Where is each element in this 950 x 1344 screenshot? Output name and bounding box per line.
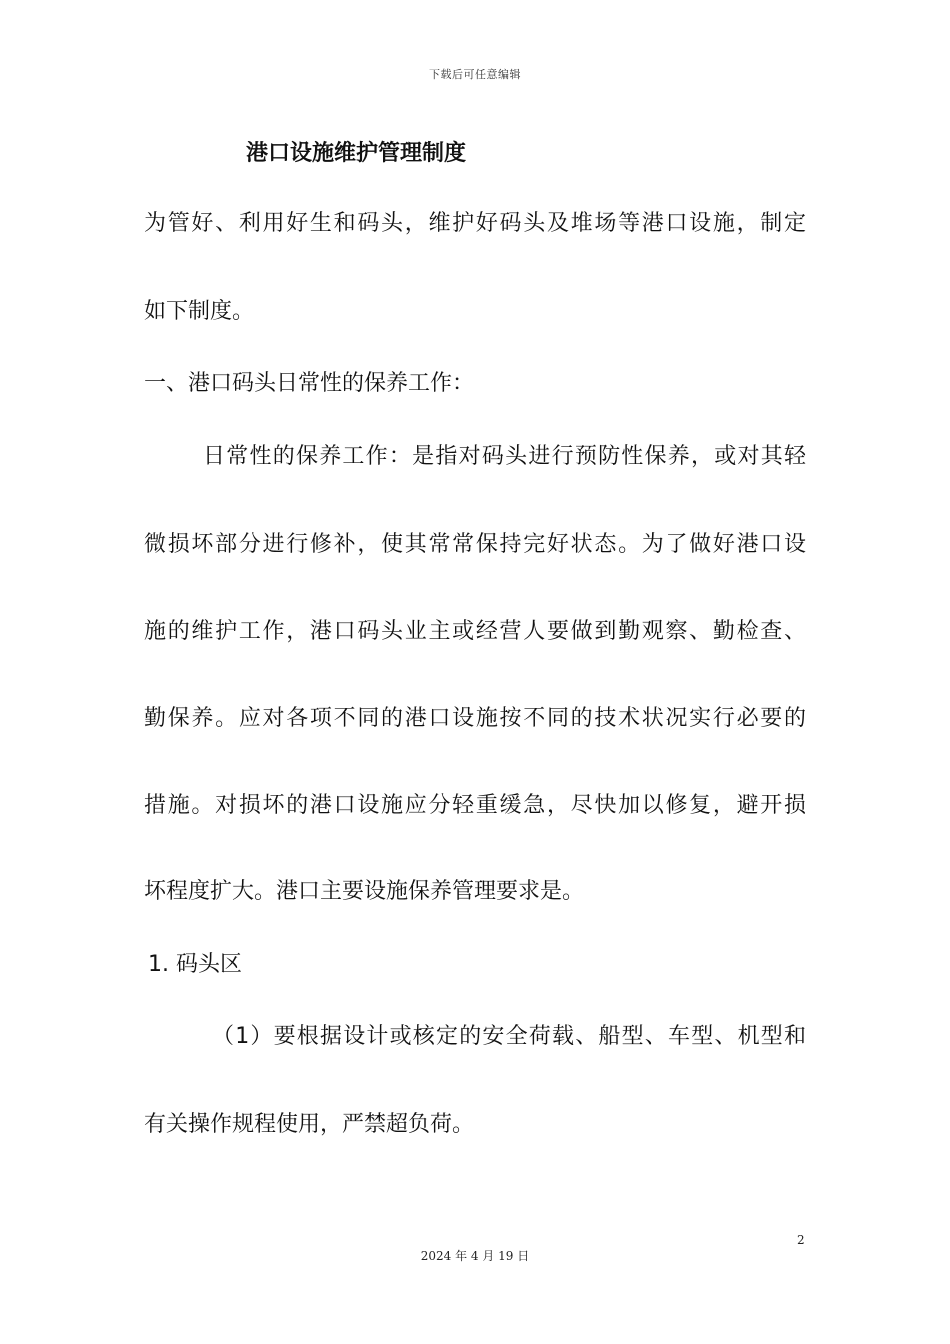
list-item-heading: 1. 码头区 bbox=[148, 952, 242, 977]
paragraph-line: 日常性的保养工作：是指对码头进行预防性保养，或对其轻 bbox=[203, 444, 806, 469]
footer-date: 2024 年 4 月 19 日 bbox=[420, 1249, 530, 1263]
paragraph-line: 坏程度扩大。港口主要设施保养管理要求是。 bbox=[144, 879, 585, 904]
paragraph-line: （1）要根据设计或核定的安全荷载、船型、车型、机型和 bbox=[212, 1024, 806, 1049]
document-title: 港口设施维护管理制度 bbox=[246, 141, 467, 166]
page-number: 2 bbox=[797, 1233, 805, 1247]
paragraph-line: 为管好、利用好生和码头，维护好码头及堆场等港口设施，制定 bbox=[144, 211, 806, 236]
header-note: 下载后可任意编辑 bbox=[429, 68, 521, 81]
paragraph-line: 勤保养。应对各项不同的港口设施按不同的技术状况实行必要的 bbox=[144, 706, 806, 731]
paragraph-line: 措施。对损坏的港口设施应分轻重缓急，尽快加以修复，避开损 bbox=[144, 793, 806, 818]
paragraph-line: 施的维护工作，港口码头业主或经营人要做到勤观察、勤检查、 bbox=[144, 619, 806, 644]
paragraph-line: 微损坏部分进行修补，使其常常保持完好状态。为了做好港口设 bbox=[144, 532, 806, 557]
section-heading: 一、港口码头日常性的保养工作： bbox=[144, 371, 475, 396]
paragraph-line: 有关操作规程使用，严禁超负荷。 bbox=[144, 1112, 475, 1137]
paragraph-line: 如下制度。 bbox=[144, 299, 255, 324]
